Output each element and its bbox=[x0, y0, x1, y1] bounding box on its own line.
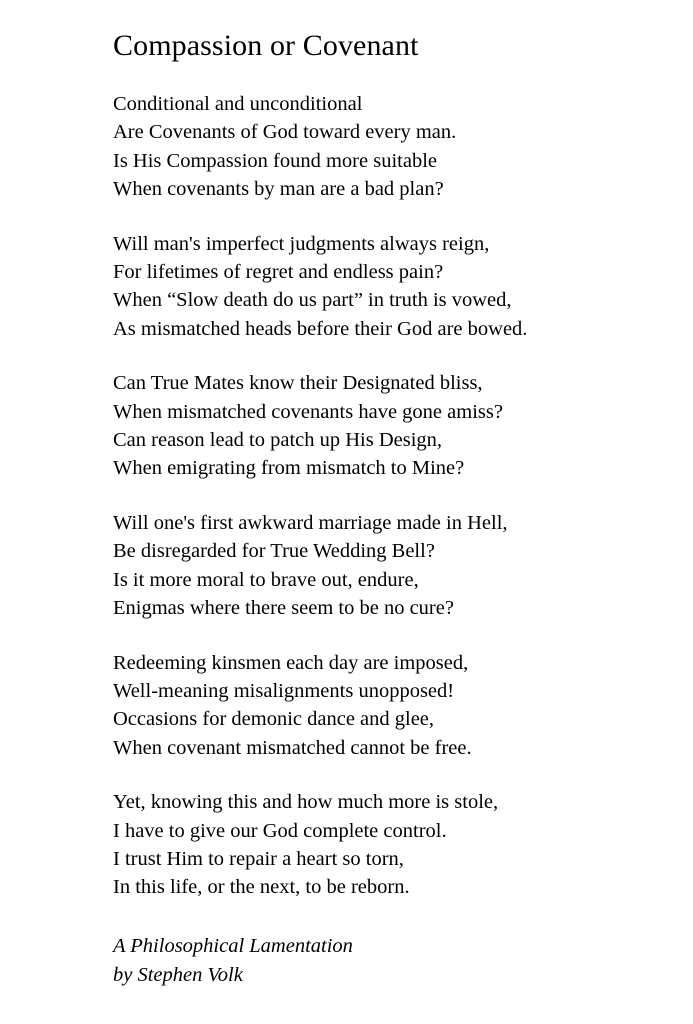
poem-line: When “Slow death do us part” in truth is vowed, bbox=[113, 289, 512, 312]
poem-line: Well-meaning misalignments unopposed! bbox=[113, 679, 455, 702]
stanza-4 bbox=[113, 509, 653, 623]
poem-line: Redeeming kinsmen each day are imposed, bbox=[113, 651, 469, 674]
stanza-1 bbox=[113, 90, 653, 204]
poem-line: In this life, or the next, to be reborn. bbox=[113, 876, 410, 899]
poem-line: When mismatched covenants have gone amiss? bbox=[113, 400, 503, 423]
poem-line: I trust Him to repair a heart so torn, bbox=[113, 847, 404, 870]
subtitle: A Philosophical Lamentation bbox=[113, 934, 353, 957]
poem-line: Be disregarded for True Wedding Bell? bbox=[113, 540, 435, 563]
stanza-3 bbox=[113, 369, 653, 483]
poem-line: When emigrating from mismatch to Mine? bbox=[113, 457, 465, 480]
poem-line: Occasions for demonic dance and glee, bbox=[113, 708, 435, 731]
poem-line: I have to give our God complete control. bbox=[113, 819, 447, 842]
poem-line: Yet, knowing this and how much more is stole, bbox=[113, 791, 499, 814]
stanza-6 bbox=[113, 788, 653, 902]
poem-line: Are Covenants of God toward every man. bbox=[113, 121, 457, 144]
stanza-2 bbox=[113, 230, 653, 344]
poem-line: Conditional and unconditional bbox=[113, 93, 363, 115]
poem-line: Can reason lead to patch up His Design, bbox=[113, 429, 443, 452]
poem-line: Will one's first awkward marriage made in Hell, bbox=[113, 511, 508, 534]
poem-line: Can True Mates know their Designated bliss, bbox=[113, 372, 483, 395]
poem-line: Enigmas where there seem to be no cure? bbox=[113, 597, 454, 620]
poem-line: For lifetimes of regret and endless pain? bbox=[113, 261, 444, 284]
poem-line: When covenants by man are a bad plan? bbox=[113, 178, 444, 201]
poem-line: When covenant mismatched cannot be free. bbox=[113, 736, 472, 759]
poem-line: Will man's imperfect judgments always reign, bbox=[113, 232, 490, 255]
poem-line: Is His Compassion found more suitable bbox=[113, 149, 437, 172]
byline: by Stephen Volk bbox=[113, 963, 243, 986]
poem-line: Is it more moral to brave out, endure, bbox=[113, 568, 419, 591]
signature-block bbox=[113, 932, 653, 990]
stanza-5 bbox=[113, 649, 653, 763]
page-title: Compassion or Covenant bbox=[113, 29, 419, 62]
poem-line: As mismatched heads before their God are bowed. bbox=[113, 317, 528, 340]
